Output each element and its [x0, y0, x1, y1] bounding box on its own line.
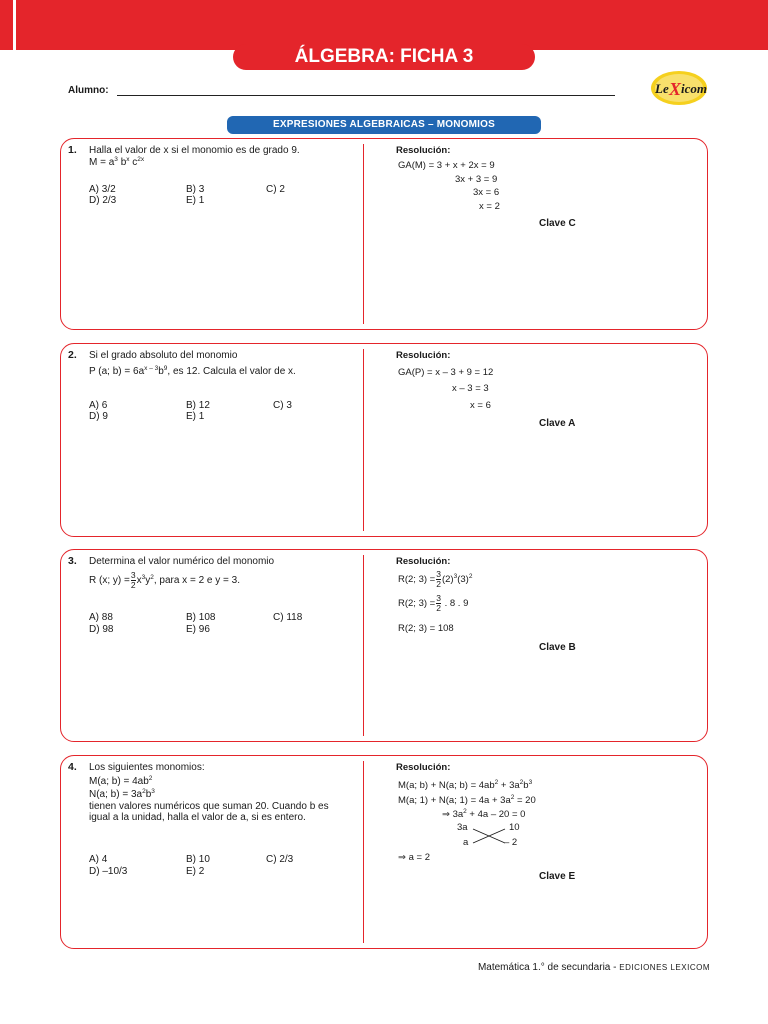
resolution-label: Resolución: [396, 762, 451, 773]
resolution-step: ⇒ a = 2 [398, 852, 430, 863]
option-c[interactable]: C) 2 [266, 184, 285, 195]
resolution-step: 3x + 3 = 9 [455, 174, 498, 185]
footer [478, 962, 710, 973]
option-b[interactable]: B) 10 [186, 854, 210, 865]
statement-text: Si el grado absoluto del monomio [89, 350, 238, 361]
problem-card-4 [60, 755, 708, 949]
statement-text: Los siguientes monomios: [89, 762, 205, 773]
resolution-step: GA(P) = x – 3 + 9 = 12 [398, 367, 494, 378]
page-title: ÁLGEBRA: FICHA 3 [233, 44, 535, 70]
option-e[interactable]: E) 96 [186, 624, 210, 635]
option-a[interactable]: A) 3/2 [89, 184, 116, 195]
top-banner [0, 0, 768, 50]
resolution-step: R(2; 3) = $\frac{3}{2}$ $(2)^3(3)^2$ [398, 569, 473, 589]
option-b[interactable]: B) 108 [186, 612, 216, 623]
option-c[interactable]: C) 3 [273, 400, 292, 411]
factor-minus-2: – 2 [504, 837, 518, 848]
answer-key: Clave A [539, 418, 576, 429]
option-d[interactable]: D) –10/3 [89, 866, 128, 877]
resolution [396, 762, 696, 863]
option-e[interactable]: E) 2 [186, 866, 205, 877]
problem-number: 2. [68, 349, 77, 361]
option-d[interactable]: D) 9 [89, 411, 108, 422]
option-a[interactable]: A) 4 [89, 854, 108, 865]
footer-course: Matemática 1.° de secundaria - [477, 962, 620, 973]
monomial-expression: R (x; y) = $\frac{3}{2}$ $x^3y^2$, para x = 2 e y = 3. [89, 569, 240, 590]
resolution-step: x – 3 = 3 [452, 383, 489, 394]
monomial-expression: $M = a^3$ $b^x$ $c^{2x}$ [89, 155, 145, 168]
resolution-label: Resolución: [396, 556, 451, 567]
statement-text: Halla el valor de x si el monomio es de grado 9. [89, 145, 300, 156]
resolution [396, 350, 696, 411]
footer-publisher: EDICIONES LEXICOM [619, 963, 710, 972]
option-c[interactable]: C) 2/3 [266, 854, 294, 865]
card-divider [363, 144, 364, 324]
factor-3a: 3a [457, 822, 468, 833]
problem-card-2 [60, 343, 708, 537]
option-b[interactable]: B) 3 [186, 184, 205, 195]
svg-text:X: X [669, 79, 682, 99]
resolution [396, 145, 696, 212]
svg-text:icom: icom [681, 81, 707, 96]
resolution-step: x = 2 [479, 201, 500, 212]
resolution-step: M(a; b) + N(a; $b) = 4ab^2 + 3a^2b^3$ [398, 779, 533, 791]
section-header: EXPRESIONES ALGEBRAICAS – MONOMIOS [227, 116, 541, 134]
answer-key: Clave E [539, 871, 576, 882]
option-b[interactable]: B) 12 [186, 400, 210, 411]
monomial-m: M(a; $b) = 4ab^2$ [89, 774, 153, 787]
problem-card-1 [60, 138, 708, 330]
card-divider [363, 349, 364, 531]
answer-key: Clave C [539, 218, 576, 229]
student-label: Alumno: [68, 85, 109, 96]
resolution-label: Resolución: [396, 350, 451, 361]
monomial-expression: P (a; $b) = 6a^{x - 3}b^9$, es 12. Calcula el valor de x. [89, 364, 296, 377]
problem-number: 4. [68, 761, 77, 773]
option-d[interactable]: D) 2/3 [89, 195, 117, 206]
option-c[interactable]: C) 118 [273, 612, 303, 623]
resolution-step: R(2; 3) = 108 [398, 623, 454, 634]
lexicom-logo [648, 68, 710, 108]
problem-number: 3. [68, 555, 77, 567]
factor-a: a [463, 837, 469, 848]
resolution-step: 3x = 6 [473, 187, 500, 198]
resolution-step: GA(M) = 3 + x + 2x = 9 [398, 160, 495, 171]
option-e[interactable]: E) 1 [186, 411, 205, 422]
resolution-step: M(a; 1) + N(a; $1) = 4a + 3a^2 = 20$ [398, 794, 536, 806]
option-a[interactable]: A) 6 [89, 400, 108, 411]
resolution-step: x = 6 [470, 400, 491, 411]
card-divider [363, 555, 364, 736]
option-d[interactable]: D) 98 [89, 624, 114, 635]
resolution [396, 556, 696, 634]
student-name-line[interactable] [117, 95, 615, 96]
statement-text: Determina el valor numérico del monomio [89, 556, 275, 567]
monomial-n: N(a; $b) = 3a^2b^3$ [89, 788, 155, 800]
factor-10: 10 [509, 822, 520, 833]
resolution-label: Resolución: [396, 145, 451, 156]
problem-card-3 [60, 549, 708, 742]
svg-text:Le: Le [655, 81, 669, 96]
card-divider [363, 761, 364, 943]
resolution-step: ⇒ $3a^2 + 4a - 20 = 0$ [442, 808, 526, 820]
problem-number: 1. [68, 144, 77, 156]
resolution-step: R(2; 3) = $\frac{3}{2}$ . 8 . 9 [398, 593, 469, 613]
option-e[interactable]: E) 1 [186, 195, 205, 206]
option-a[interactable]: A) 88 [89, 612, 113, 623]
banner-notch [13, 0, 16, 50]
cross-multiplication-lines [471, 826, 509, 846]
answer-key: Clave B [539, 642, 576, 653]
statement-text: tienen valores numéricos que suman 20. Cuando b es igual a la unidad, halla el valor de a, si es entero. [89, 800, 329, 823]
